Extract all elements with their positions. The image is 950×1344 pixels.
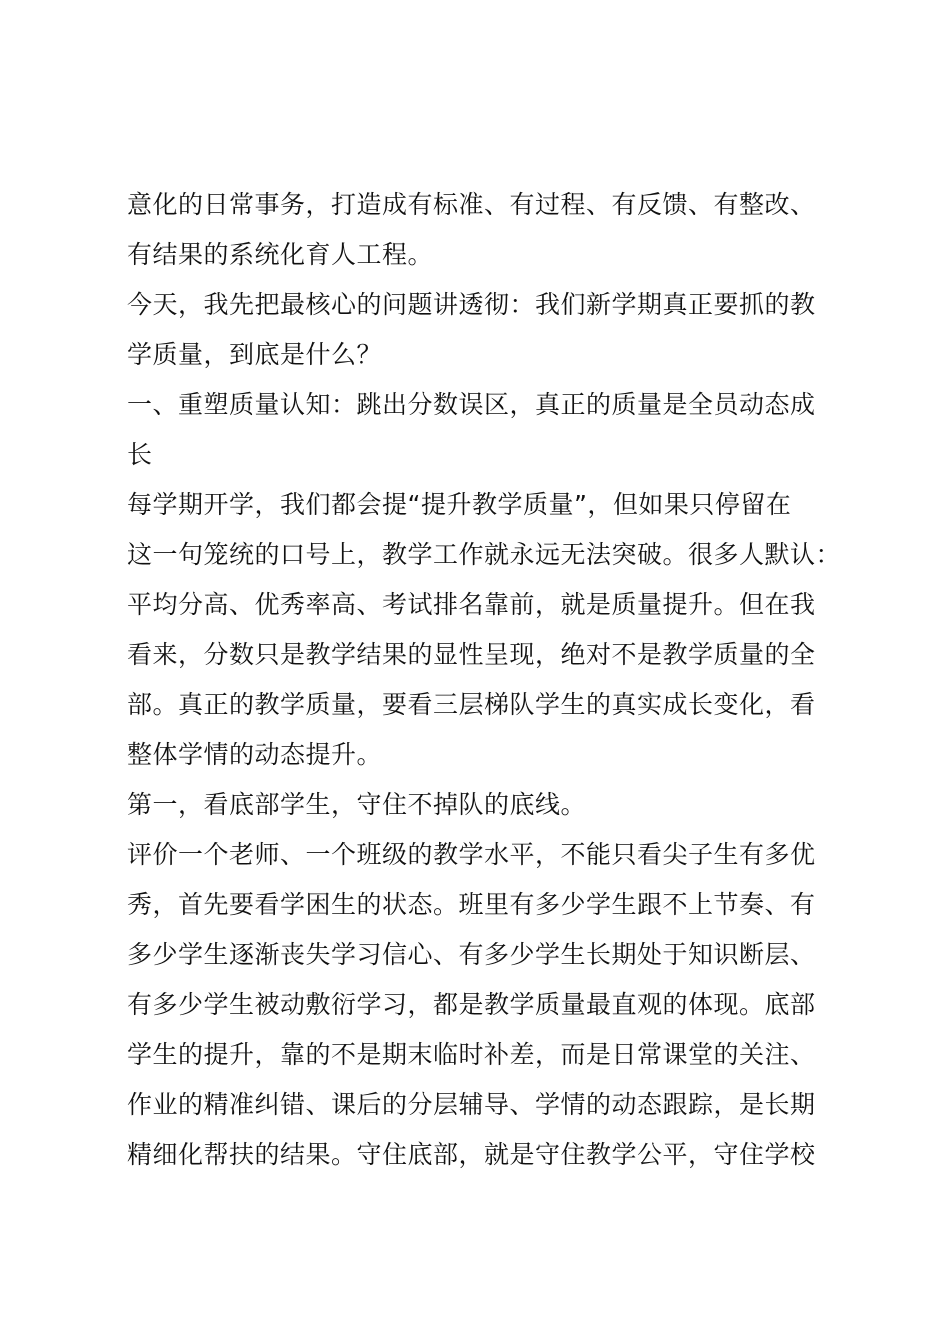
text-line: 秀，首先要看学困生的状态。班里有多少学生跟不上节奏、有 xyxy=(127,890,816,919)
text-line: 评价一个老师、一个班级的教学水平，不能只看尖子生有多优 xyxy=(127,840,816,869)
text-line: 作业的精准纠错、课后的分层辅导、学情的动态跟踪，是长期 xyxy=(127,1090,816,1119)
text-line: 多少学生逐渐丧失学习信心、有多少学生长期处于知识断层、 xyxy=(127,940,816,969)
section-heading-line: 长 xyxy=(127,440,153,469)
text-line: 学质量，到底是什么？ xyxy=(127,340,383,369)
text-line: 有结果的系统化育人工程。 xyxy=(127,240,434,269)
text-line: 今天，我先把最核心的问题讲透彻：我们新学期真正要抓的教 xyxy=(127,290,816,319)
document-text xyxy=(127,180,857,1180)
text-line: 这一句笼统的口号上，教学工作就永远无法突破。很多人默认： xyxy=(127,540,842,569)
subheading-line: 第一，看底部学生，守住不掉队的底线。 xyxy=(127,790,587,819)
text-line: 部。真正的教学质量，要看三层梯队学生的真实成长变化，看 xyxy=(127,690,816,719)
section-heading-line: 一、重塑质量认知：跳出分数误区，真正的质量是全员动态成 xyxy=(127,390,816,419)
text-line: 有多少学生被动敷衍学习，都是教学质量最直观的体现。底部 xyxy=(127,990,816,1019)
text-line: 学生的提升，靠的不是期末临时补差，而是日常课堂的关注、 xyxy=(127,1040,816,1069)
text-line: 精细化帮扶的结果。守住底部，就是守住教学公平，守住学校 xyxy=(127,1140,816,1169)
text-line: 整体学情的动态提升。 xyxy=(127,740,383,769)
text-line: 意化的日常事务，打造成有标准、有过程、有反馈、有整改、 xyxy=(127,190,816,219)
text-line: 每学期开学，我们都会提“提升教学质量”，但如果只停留在 xyxy=(127,490,792,519)
text-line: 看来，分数只是教学结果的显性呈现，绝对不是教学质量的全 xyxy=(127,640,816,669)
text-line: 平均分高、优秀率高、考试排名靠前，就是质量提升。但在我 xyxy=(127,590,816,619)
